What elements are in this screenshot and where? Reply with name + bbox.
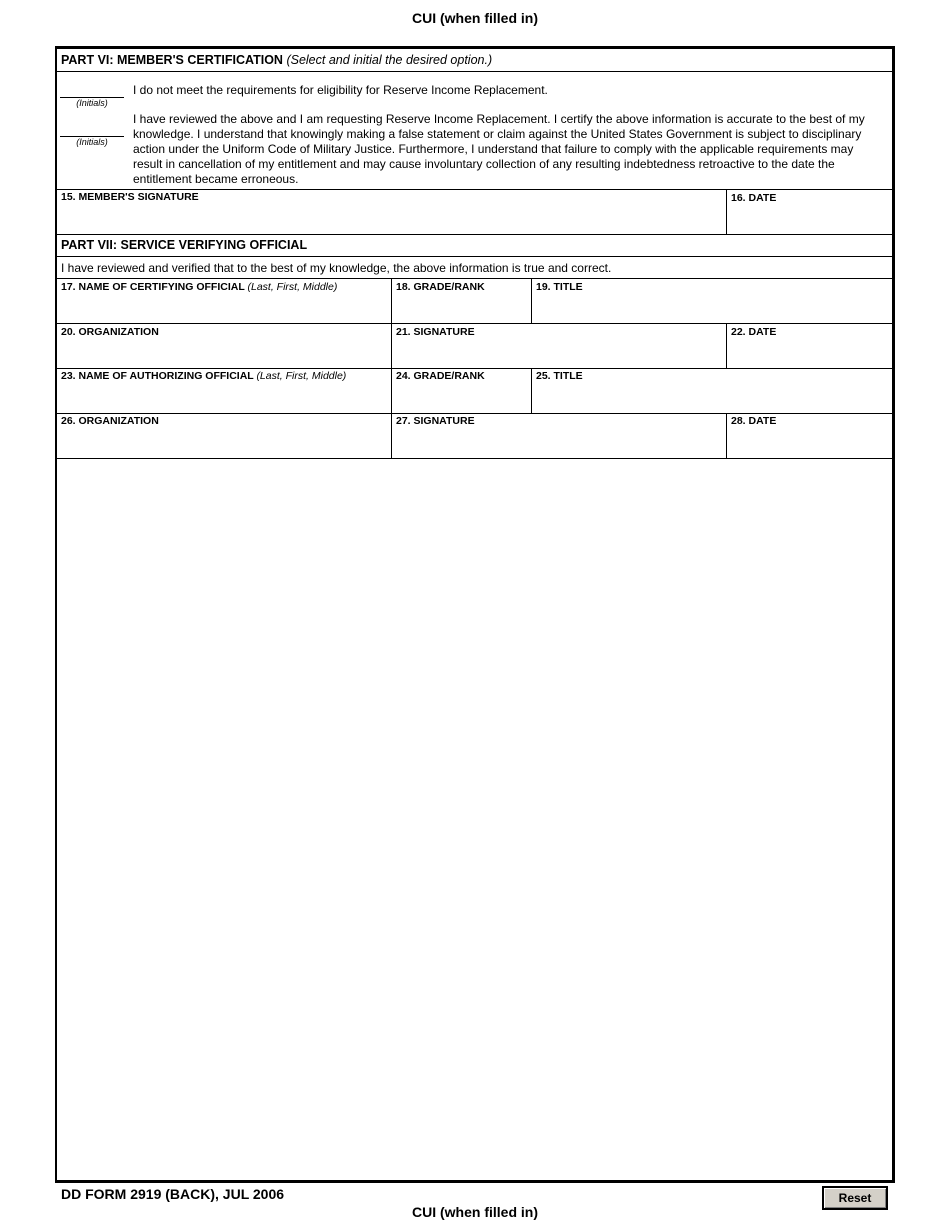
part6-subtitle: (Select and initial the desired option.) — [286, 53, 493, 67]
signature-label-21: 21. SIGNATURE — [396, 326, 475, 338]
divider — [57, 234, 892, 235]
date-label-16: 16. DATE — [731, 192, 777, 204]
certifying-official-name-label — [61, 281, 337, 293]
initials-caption: (Initials) — [76, 137, 108, 147]
initials-field-option1[interactable] — [60, 83, 124, 98]
form-identifier: DD FORM 2919 (BACK), JUL 2006 — [61, 1186, 285, 1202]
field-hint: (Last, First, Middle) — [247, 281, 338, 293]
member-signature-label: 15. MEMBER'S SIGNATURE — [61, 191, 199, 203]
authorizing-official-name-label — [61, 370, 346, 382]
divider — [57, 71, 892, 72]
part7-title: PART VII: SERVICE VERIFYING OFFICIAL — [61, 238, 308, 252]
cui-header: CUI (when filled in) — [412, 10, 538, 26]
date-label-22: 22. DATE — [731, 326, 777, 338]
divider — [57, 256, 892, 257]
field-label: 17. NAME OF CERTIFYING OFFICIAL — [61, 281, 245, 293]
title-field-19[interactable] — [532, 279, 895, 323]
organization-label-26: 26. ORGANIZATION — [61, 415, 159, 427]
field-label: 23. NAME OF AUTHORIZING OFFICIAL — [61, 370, 254, 382]
title-label-19: 19. TITLE — [536, 281, 583, 293]
divider — [57, 458, 892, 459]
initials-field-option2[interactable] — [60, 122, 124, 137]
option1-text: I do not meet the requirements for eligibility for Reserve Income Replacement. — [133, 83, 548, 97]
part6-title: PART VI: MEMBER'S CERTIFICATION — [61, 53, 283, 67]
field-hint: (Last, First, Middle) — [256, 370, 347, 382]
cui-footer: CUI (when filled in) — [412, 1204, 538, 1220]
initials-caption: (Initials) — [76, 98, 108, 108]
title-field-25[interactable] — [532, 369, 895, 413]
signature-label-27: 27. SIGNATURE — [396, 415, 475, 427]
form-frame — [55, 46, 895, 1183]
grade-rank-label-24: 24. GRADE/RANK — [396, 370, 485, 382]
organization-label-20: 20. ORGANIZATION — [61, 326, 159, 338]
option2-text: I have reviewed the above and I am requesting Reserve Income Replacement. I certify the above information is accurate to the best of my knowledge. I understand that knowingly making a false statement or claim against the United States Government is subject to disciplinary action under the Uniform Code of Military Justice. Furthermore, I understand that failure to comply with the applicable requirements may result in cancellation of my entitlement and may cause involuntary collection of any resulting indebtedness retroactive to the date the entitlement became erroneous. — [133, 112, 865, 186]
title-label-25: 25. TITLE — [536, 370, 583, 382]
part6-header — [61, 53, 492, 67]
grade-rank-label-18: 18. GRADE/RANK — [396, 281, 485, 293]
reset-button[interactable]: Reset — [822, 1186, 888, 1210]
date-label-28: 28. DATE — [731, 415, 777, 427]
part7-statement: I have reviewed and verified that to the best of my knowledge, the above information is true and correct. — [61, 261, 612, 275]
